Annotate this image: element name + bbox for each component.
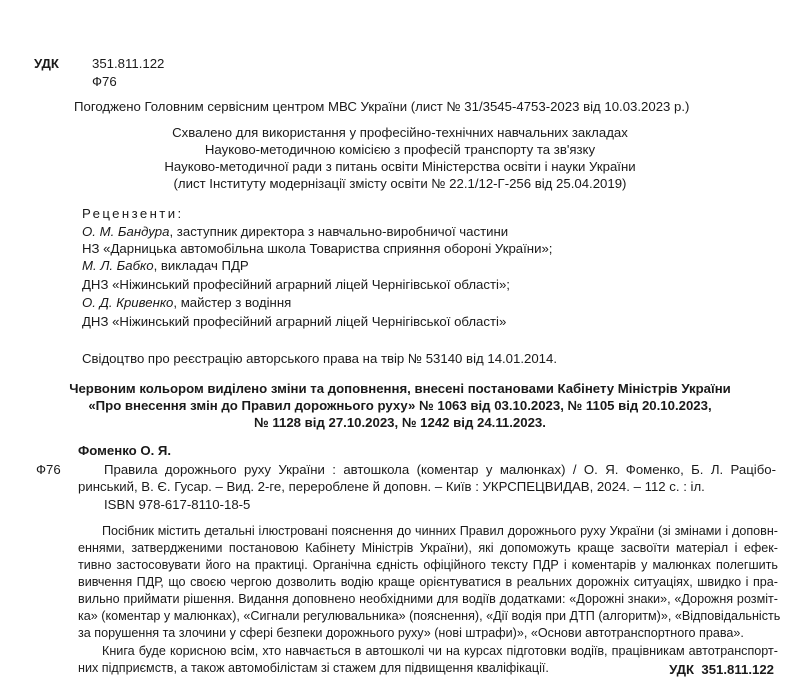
- changes-line-1: Червоним кольором виділено зміни та доповнення, внесені постановами Кабінету Міністрів України: [69, 381, 731, 396]
- changes-line-3: № 1128 від 27.10.2023, № 1242 від 24.11.2023.: [254, 415, 546, 430]
- abstract-line: за порушення та злочини у сфері безпеки дорожнього руху» (нові штрафи)», «Основи автотранспортного права».: [78, 626, 744, 640]
- reviewer-name: М. Л. Бабко: [82, 258, 154, 273]
- reviewer-line-5: [82, 294, 291, 311]
- catalog-isbn: ISBN 978-617-8110-18-5: [104, 497, 251, 512]
- recommendation-line-3: Науково-методичної ради з питань освіти Міністерства освіти і науки України: [164, 159, 636, 174]
- abstract-line: тивно застосовувати його на практиці. Органічна єдність офіційного тексту ПДР і коментарів у малюнках полегшить: [78, 558, 778, 572]
- catalog-class-code: Ф76: [36, 462, 61, 477]
- reviewer-role: НЗ «Дарницька автомобільна школа Товариства сприяння обороні України»;: [82, 241, 553, 256]
- reviewer-line-3: [82, 257, 249, 274]
- reviewer-line-1: [82, 223, 508, 240]
- abstract-line: вильно приймати рішення. Видання доповнено необхідними для водіїв додатками: «Дорожні знаки», «Дорожня розміт-: [78, 592, 778, 606]
- recommendation-line-2: Науково-методичною комісією з професій транспорту та зв'язку: [204, 142, 596, 157]
- recommendation-line-1: Схвалено для використання у професійно-технічних навчальних закладах: [172, 125, 628, 140]
- reviewer-line-2: [82, 240, 552, 257]
- catalog-description-cont: [78, 478, 776, 495]
- mvs-approval: Погоджено Головним сервісним центром МВС України (лист № 31/3545-4753-2023 від 10.03.2023 р.): [74, 99, 690, 114]
- reviewers-heading: Рецензенти:: [82, 206, 184, 221]
- reviewer-name: О. Д. Кривенко: [82, 295, 174, 310]
- abstract-line: Посібник містить детальні ілюстровані пояснення до чинних Правил дорожнього руху України (зі змінами і доповн-: [102, 524, 778, 538]
- recommendation-line-4: (лист Інституту модернізації змісту освіти № 22.1/12-Г-256 від 25.04.2019): [173, 176, 627, 191]
- abstract-line: них підприємств, а також автомобілістам зі стажем для підвищення кваліфікації.: [78, 661, 549, 675]
- catalog-author: Фоменко О. Я.: [78, 443, 172, 458]
- udk-code: 351.811.122: [92, 56, 165, 71]
- footer-udk: УДК 351.811.122: [669, 662, 774, 677]
- reviewer-name: О. М. Бандура: [82, 224, 170, 239]
- catalog-description: [104, 461, 776, 478]
- reviewer-role: , викладач ПДР: [153, 258, 249, 273]
- reviewer-role: ДНЗ «Ніжинський професійний аграрний ліцей Чернігівської області»: [82, 314, 507, 329]
- reviewer-line-6: [82, 313, 506, 330]
- abstract-line: Книга буде корисною всім, хто навчається в автошколі чи на курсах підготовки водіїв, працівникам автотранспорт-: [102, 644, 778, 658]
- abstract-line: вивчення ПДР, що своєю чергою дозволить водію краще орієнтуватися в реальних дорожніх ситуаціях, швидко і пра-: [78, 575, 778, 589]
- catalog-description-line-1: Правила дорожнього руху України : автошкола (коментар у малюнках) / О. Я. Фоменко, Б. Л. Рацібо-: [104, 462, 776, 477]
- udk-label: УДК: [34, 56, 59, 71]
- catalog-description-line-2: ринський, В. Є. Гусар. – Вид. 2-ге, перероблене й доповн. – Київ : УКРСПЕЦВИДАВ, 2024. – 112 с. : іл.: [78, 479, 705, 494]
- changes-line-2: «Про внесення змін до Правил дорожнього руху» № 1063 від 03.10.2023, № 1105 від 20.10.2023,: [88, 398, 712, 413]
- reviewer-line-4: [82, 276, 510, 293]
- reviewer-role: , заступник директора з навчально-виробничої частини: [169, 224, 509, 239]
- reviewer-role: ДНЗ «Ніжинський професійний аграрний ліцей Чернігівської області»;: [82, 277, 510, 292]
- abstract-line: ка» (коментар у малюнках), «Сигнали регулювальника» (пояснення), «Дії водія при ДТП (алгоритм)», «Відповідальність: [78, 609, 781, 623]
- abstract-line: еннями, затвердженими постановою Кабінету Міністрів України), які допоможуть краще засвоїти матеріал і ефек-: [78, 541, 778, 555]
- copyright-certificate: Свідоцтво про реєстрацію авторського права на твір № 53140 від 14.01.2014.: [82, 351, 558, 366]
- udk-class-code: Ф76: [92, 74, 117, 89]
- abstract-paragraph-1: [78, 523, 781, 642]
- reviewer-role: , майстер з водіння: [173, 295, 292, 310]
